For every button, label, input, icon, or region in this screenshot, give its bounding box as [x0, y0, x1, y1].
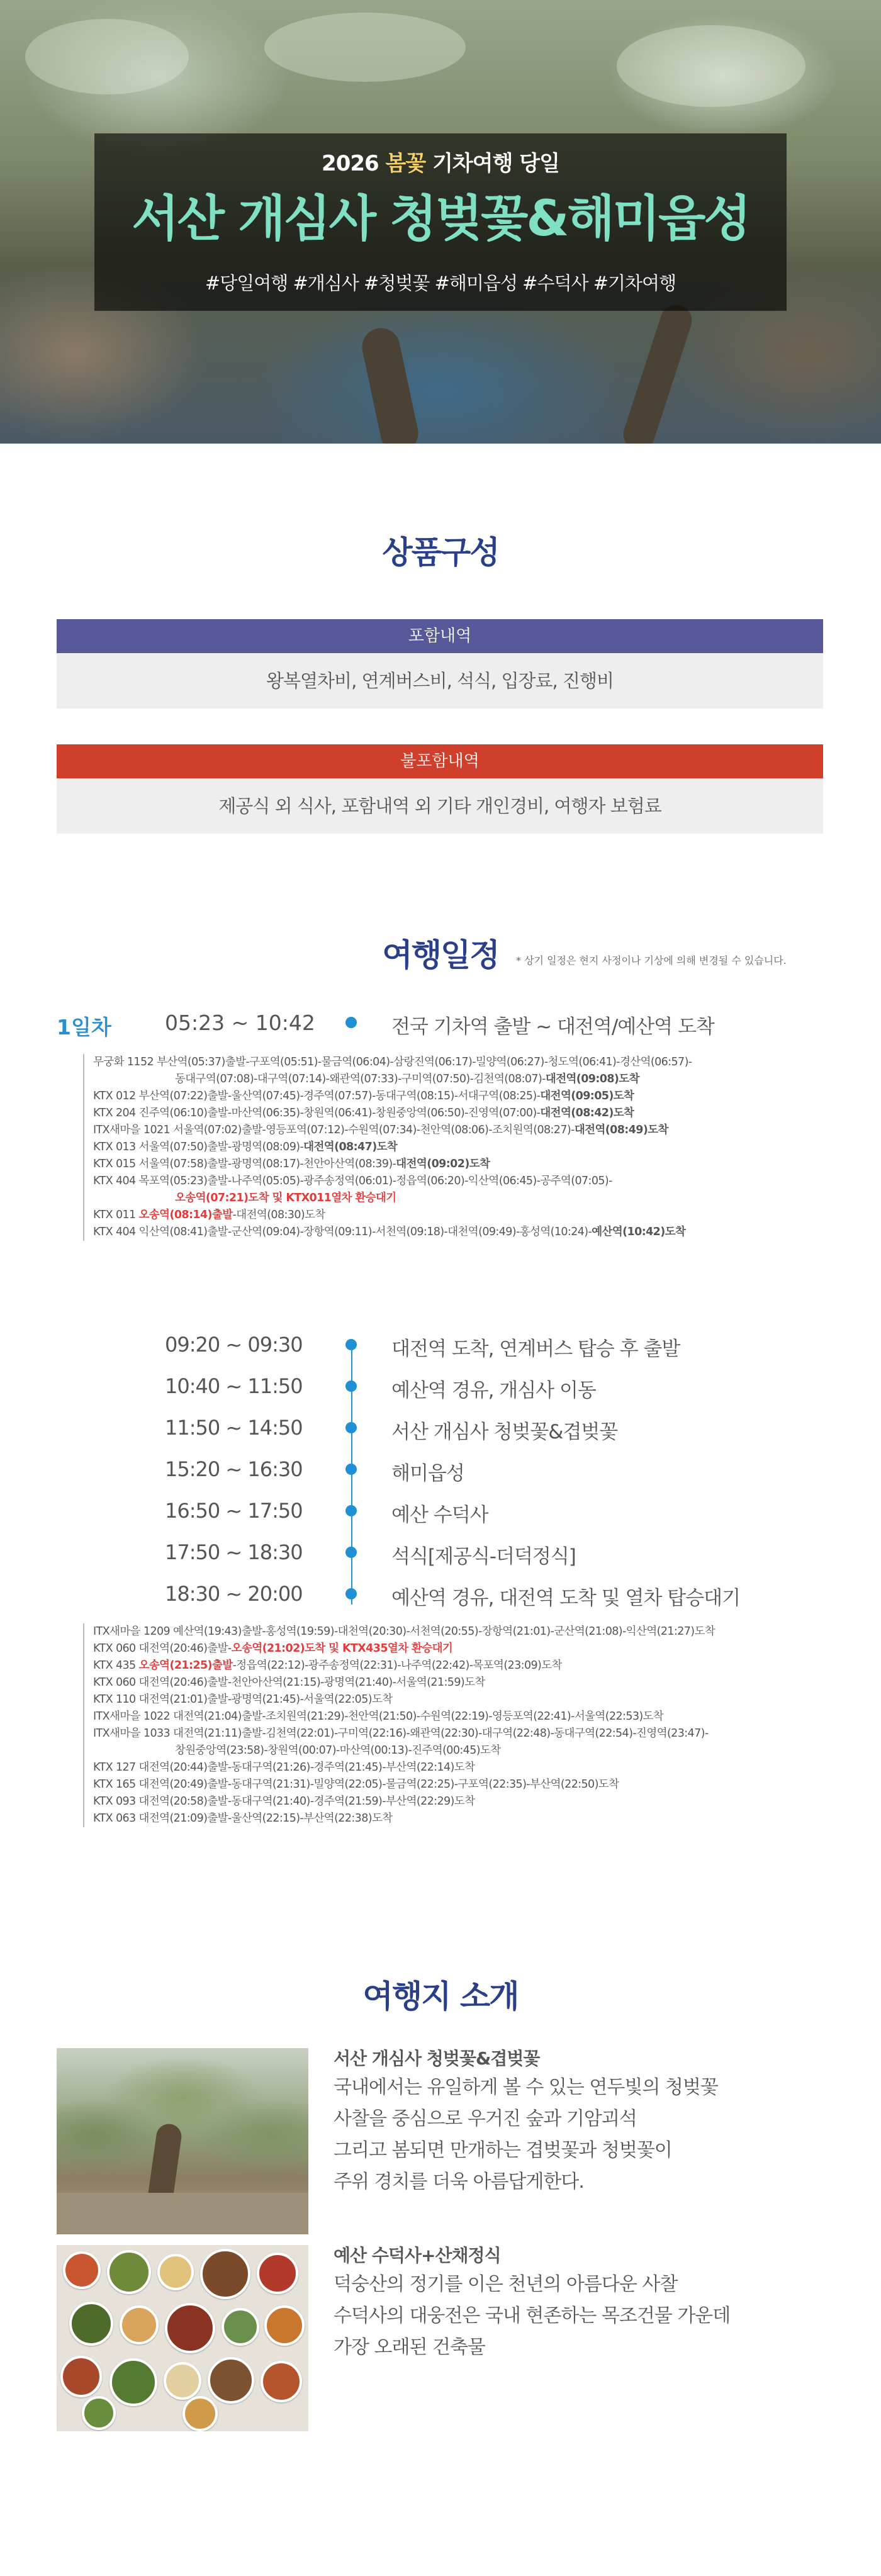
timeline-dot — [345, 1422, 357, 1433]
schedule-note: * 상기 일정은 현지 사정이나 기상에 의해 변경될 수 있습니다. — [516, 955, 787, 966]
schedule-row — [0, 1374, 881, 1402]
train-text: KTX 012 부산역(07:22)출발-울산역(07:45)-경주역(07:57)-동대구역(08:15)-서대구역(08:25)- — [93, 1090, 541, 1102]
train-text: ITX새마을 1022 대전역(21:04)출발-조치원역(21:29)-천안역(21:50)-수원역(22:19)-영등포역(22:41)-서울역(22:53)도착 — [93, 1710, 664, 1723]
schedule-desc: 서산 개심사 청벚꽃&겹벚꽃 — [391, 1421, 618, 1443]
blossom-decoration — [25, 19, 189, 94]
train-text: 창원중앙역(23:58)-창원역(00:07)-마산역(00:13)-진주역(00:45)도착 — [175, 1744, 501, 1757]
tree-trunk — [359, 325, 422, 444]
train-text: ITX새마을 1209 예산역(19:43)출발-홍성역(19:59)-대천역(20:30)-서천역(20:55)-장항역(21:01)-군산역(21:08)-익산역(21:27)도착 — [93, 1625, 715, 1638]
timeline-dot — [345, 1464, 357, 1475]
train-text: KTX 011 — [93, 1209, 139, 1221]
train-line — [93, 1071, 692, 1088]
schedule-row — [0, 1333, 881, 1360]
destination-line: 사찰을 중심으로 우거진 숲과 기암괴석 — [334, 2108, 637, 2130]
train-line — [93, 1054, 692, 1071]
excluded-label: 불포함내역 — [57, 744, 823, 778]
destination-title: 예산 수덕사+산채정식 — [334, 2245, 501, 2266]
train-text: ITX새마을 1021 서울역(07:02)출발-영등포역(07:12)-수원역(07:34)-천안역(08:06)-조치원역(08:27)- — [93, 1124, 575, 1136]
timeline-dot — [345, 1588, 357, 1599]
schedule-time: 18:30 ~ 20:00 — [165, 1582, 303, 1606]
train-line — [93, 1708, 715, 1725]
return-train-list — [83, 1623, 715, 1827]
destination-line: 주위 경치를 더욱 아름답게한다. — [334, 2171, 584, 2193]
day-label: 1일차 — [57, 1015, 111, 1039]
train-text: KTX 063 대전역(21:09)출발-울산역(22:15)-부산역(22:38)도착 — [93, 1812, 393, 1825]
excluded-text: 제공식 외 식사, 포함내역 외 기타 개인경비, 여행자 보험료 — [57, 778, 823, 834]
train-line — [93, 1725, 715, 1742]
sudeoksa-meal-photo — [57, 2245, 308, 2431]
schedule-time: 10:40 ~ 11:50 — [165, 1374, 303, 1398]
schedule-section-title: 여행일정 — [382, 937, 499, 973]
arrival-highlight: 예산역(10:42)도착 — [592, 1226, 686, 1238]
train-text: ITX새마을 1033 대전역(21:11)출발-김천역(22:01)-구미역(22:16)-왜관역(22:30)-대구역(22:48)-동대구역(22:54)-진영역(23:47)- — [93, 1727, 709, 1740]
tree-trunk — [619, 301, 696, 444]
destination-line: 덕숭산의 정기를 이은 천년의 아름다운 사찰 — [334, 2273, 678, 2295]
included-label: 포함내역 — [57, 619, 823, 653]
train-text: KTX 404 목포역(05:23)출발-나주역(05:05)-광주송정역(06:01)-정읍역(06:20)-익산역(06:45)-공주역(07:05)- — [93, 1175, 612, 1187]
transfer-highlight: 오송역(07:21)도착 및 KTX011열차 환승대기 — [175, 1192, 396, 1204]
arrival-highlight: 대전역(09:05)도착 — [540, 1090, 634, 1102]
train-line — [93, 1793, 715, 1810]
arrival-highlight: 대전역(09:02)도착 — [396, 1158, 490, 1170]
timeline-dot — [345, 1380, 357, 1392]
train-text: KTX 060 대전역(20:46)출발-천안아산역(21:15)-광명역(21:40)-서울역(21:59)도착 — [93, 1676, 485, 1689]
train-text: KTX 110 대전역(21:01)출발-광명역(21:45)-서울역(22:05)도착 — [93, 1693, 393, 1706]
train-line — [93, 1173, 692, 1190]
destination-line: 수덕사의 대웅전은 국내 현존하는 목조건물 가운데 — [334, 2305, 731, 2327]
first-time: 05:23 ~ 10:42 — [165, 1011, 315, 1035]
train-text: KTX 093 대전역(20:58)출발-동대구역(21:40)-경주역(21:59)-부산역(22:29)도착 — [93, 1795, 475, 1808]
arrival-highlight: 대전역(08:42)도착 — [540, 1107, 634, 1119]
train-line — [93, 1156, 692, 1173]
included-text: 왕복열차비, 연계버스비, 석식, 입장료, 진행비 — [57, 653, 823, 708]
arrival-highlight: 대전역(08:47)도착 — [303, 1141, 398, 1153]
schedule-time: 11:50 ~ 14:50 — [165, 1416, 303, 1440]
train-line — [93, 1190, 692, 1207]
train-line — [93, 1640, 715, 1657]
schedule-time: 17:50 ~ 18:30 — [165, 1540, 303, 1564]
train-line — [93, 1776, 715, 1793]
train-text: KTX 404 익산역(08:41)출발-군산역(09:04)-장항역(09:11)-서천역(09:18)-대천역(09:49)-홍성역(10:24)- — [93, 1226, 592, 1238]
blossom-decoration — [617, 25, 805, 107]
blossom-decoration — [264, 13, 466, 82]
schedule-time: 16:50 ~ 17:50 — [165, 1499, 303, 1523]
train-text: KTX 013 서울역(07:50)출발-광명역(08:09)- — [93, 1141, 304, 1153]
train-text: 무궁화 1152 부산역(05:37)출발-구포역(05:51)-물금역(06:04)-삼랑진역(06:17)-밀양역(06:27)-청도역(06:41)-경산역(06:57)- — [93, 1056, 692, 1068]
train-text: 동대구역(07:08)-대구역(07:14)-왜관역(07:33)-구미역(07:50)-김천역(08:07)- — [175, 1073, 546, 1085]
schedule-desc: 석식[제공식-더덕정식] — [391, 1545, 576, 1568]
schedule-desc: 예산 수덕사 — [391, 1504, 488, 1526]
transfer-highlight: 오송역(21:25)출발 — [138, 1659, 233, 1672]
train-text: KTX 204 진주역(06:10)출발-마산역(06:35)-창원역(06:41)-창원중앙역(06:50)-진영역(07:00)- — [93, 1107, 541, 1119]
train-line — [93, 1759, 715, 1776]
destination-line: 국내에서는 유일하게 볼 수 있는 연두빛의 청벚꽃 — [334, 2076, 718, 2098]
train-text: KTX 015 서울역(07:58)출발-광명역(08:17)-천안아산역(08:39)- — [93, 1158, 396, 1170]
schedule-desc: 예산역 경유, 대전역 도착 및 열차 탑승대기 — [391, 1587, 741, 1610]
train-line — [93, 1742, 715, 1759]
timeline-dot — [345, 1505, 357, 1516]
train-text: KTX 435 — [93, 1659, 139, 1672]
destination-line: 가장 오래된 건축물 — [334, 2336, 485, 2358]
train-line — [93, 1224, 692, 1241]
train-line — [93, 1810, 715, 1827]
schedule-row — [0, 1457, 881, 1485]
destination-description — [334, 2072, 718, 2198]
arrival-highlight: 대전역(09:08)도착 — [545, 1073, 639, 1085]
destination-line: 그리고 봄되면 만개하는 겹벚꽃과 청벚꽃이 — [334, 2139, 672, 2161]
hero-title: 서산 개심사 청벚꽃&해미읍성 — [132, 191, 749, 247]
hero-banner — [0, 0, 881, 444]
train-text: KTX 165 대전역(20:49)출발-동대구역(21:31)-밀양역(22:05)-물금역(22:25)-구포역(22:35)-부산역(22:50)도착 — [93, 1778, 619, 1791]
schedule-desc: 해미읍성 — [391, 1462, 464, 1485]
product-section-title: 상품구성 — [382, 534, 499, 571]
train-line — [93, 1623, 715, 1640]
gaesimsa-photo — [57, 2048, 308, 2234]
outbound-train-list — [83, 1054, 692, 1241]
train-text: -대전역(08:30)도착 — [232, 1209, 325, 1221]
transfer-highlight: 오송역(21:02)도착 및 KTX435열차 환승대기 — [231, 1642, 453, 1655]
train-line — [93, 1691, 715, 1708]
train-line — [93, 1207, 692, 1224]
timeline-dot — [345, 1547, 357, 1558]
schedule-time: 09:20 ~ 09:30 — [165, 1333, 303, 1357]
train-text: KTX 060 대전역(20:46)출발- — [93, 1642, 232, 1655]
arrival-highlight: 대전역(08:49)도착 — [574, 1124, 668, 1136]
destination-section-title: 여행지 소개 — [362, 1978, 519, 2015]
schedule-desc: 대전역 도착, 연계버스 탑승 후 출발 — [391, 1338, 680, 1360]
schedule-desc: 예산역 경유, 개심사 이동 — [391, 1379, 596, 1402]
schedule-row — [0, 1582, 881, 1610]
train-line — [93, 1088, 692, 1105]
transfer-highlight: 오송역(08:14)출발 — [138, 1209, 233, 1221]
schedule-row — [0, 1499, 881, 1526]
schedule-time: 15:20 ~ 16:30 — [165, 1457, 303, 1481]
schedule-row — [0, 1416, 881, 1443]
train-line — [93, 1105, 692, 1122]
train-line — [93, 1674, 715, 1691]
train-line — [93, 1122, 692, 1139]
destination-title: 서산 개심사 청벚꽃&겹벚꽃 — [334, 2048, 540, 2069]
hero-subtitle: 2026 봄꽃 기차여행 당일 — [322, 151, 559, 176]
hero-hashtags: #당일여행 #개심사 #청벚꽃 #해미읍성 #수덕사 #기차여행 — [205, 272, 676, 294]
train-line — [93, 1657, 715, 1674]
train-line — [93, 1139, 692, 1156]
train-text: -정읍역(22:12)-광주송정역(22:31)-나주역(22:42)-목포역(23:09)도착 — [232, 1659, 562, 1672]
timeline-dot — [345, 1339, 357, 1350]
train-text: KTX 127 대전역(20:44)출발-동대구역(21:26)-경주역(21:45)-부산역(22:14)도착 — [93, 1761, 475, 1774]
timeline-dot — [345, 1017, 357, 1028]
schedule-row — [0, 1540, 881, 1568]
first-desc: 전국 기차역 출발 ~ 대전역/예산역 도착 — [391, 1016, 714, 1038]
destination-description — [334, 2269, 730, 2363]
